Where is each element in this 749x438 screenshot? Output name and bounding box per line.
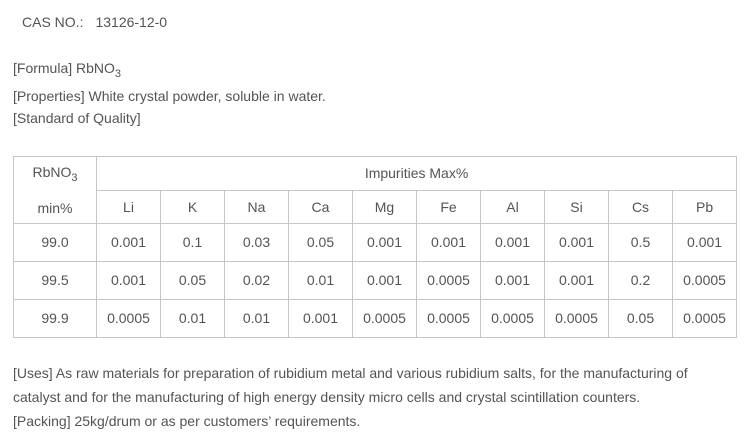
column-header-al: Al bbox=[481, 190, 545, 223]
product-info-block bbox=[13, 57, 737, 129]
value-cell: 0.001 bbox=[673, 223, 737, 261]
product-name-subscript: 3 bbox=[71, 171, 78, 184]
quality-standard-table bbox=[13, 156, 737, 338]
value-cell: 0.1 bbox=[161, 223, 225, 261]
value-cell: 0.5 bbox=[609, 223, 673, 261]
purity-cell: 99.5 bbox=[14, 261, 97, 299]
column-header-ca: Ca bbox=[289, 190, 353, 223]
uses-line-1: [Uses] As raw materials for preparation of rubidium metal and various rubidium salts, for the manufacturing of bbox=[13, 364, 688, 381]
value-cell: 0.001 bbox=[545, 223, 609, 261]
value-cell: 0.001 bbox=[353, 223, 417, 261]
value-cell: 0.001 bbox=[97, 261, 161, 299]
value-cell: 0.0005 bbox=[673, 299, 737, 337]
value-cell: 0.001 bbox=[353, 261, 417, 299]
column-header-si: Si bbox=[545, 190, 609, 223]
value-cell: 0.0005 bbox=[417, 261, 481, 299]
value-cell: 0.2 bbox=[609, 261, 673, 299]
product-purity-header-cell bbox=[14, 156, 97, 223]
value-cell: 0.05 bbox=[161, 261, 225, 299]
product-min-percent-label: min% bbox=[37, 199, 73, 216]
value-cell: 0.01 bbox=[289, 261, 353, 299]
value-cell: 0.05 bbox=[609, 299, 673, 337]
properties-line: [Properties] White crystal powder, soluble in water. bbox=[13, 87, 326, 104]
column-header-k: K bbox=[161, 190, 225, 223]
column-header-na: Na bbox=[225, 190, 289, 223]
formula-subscript: 3 bbox=[114, 67, 122, 80]
value-cell: 0.03 bbox=[225, 223, 289, 261]
value-cell: 0.0005 bbox=[97, 299, 161, 337]
uses-paragraph bbox=[13, 361, 737, 409]
table-row bbox=[14, 261, 737, 299]
column-header-fe: Fe bbox=[417, 190, 481, 223]
formula-value: RbNO$_3$ bbox=[76, 60, 122, 80]
value-cell: 0.001 bbox=[481, 223, 545, 261]
standard-of-quality-heading: [Standard of Quality] bbox=[13, 109, 141, 126]
purity-cell: 99.9 bbox=[14, 299, 97, 337]
value-cell: 0.0005 bbox=[353, 299, 417, 337]
value-cell: 0.0005 bbox=[417, 299, 481, 337]
uses-line-2: catalyst and for the manufacturing of high energy density micro cells and crystal scintillation counters. bbox=[13, 388, 641, 405]
value-cell: 0.05 bbox=[289, 223, 353, 261]
cas-label: CAS NO.: bbox=[22, 14, 84, 30]
value-cell: 0.0005 bbox=[545, 299, 609, 337]
value-cell: 0.001 bbox=[481, 261, 545, 299]
packing-line: [Packing] 25kg/drum or as per customers’ requirements. bbox=[13, 412, 361, 429]
value-cell: 0.001 bbox=[97, 223, 161, 261]
cas-number-line bbox=[22, 12, 737, 32]
table-row bbox=[14, 223, 737, 261]
value-cell: 0.01 bbox=[161, 299, 225, 337]
column-header-cs: Cs bbox=[609, 190, 673, 223]
value-cell: 0.001 bbox=[545, 261, 609, 299]
value-cell: 0.0005 bbox=[673, 261, 737, 299]
table-header-group-row bbox=[14, 156, 737, 190]
purity-cell: 99.0 bbox=[14, 223, 97, 261]
value-cell: 0.001 bbox=[417, 223, 481, 261]
value-cell: 0.0005 bbox=[481, 299, 545, 337]
column-header-li: Li bbox=[97, 190, 161, 223]
value-cell: 0.001 bbox=[289, 299, 353, 337]
column-header-pb: Pb bbox=[673, 190, 737, 223]
table-row bbox=[14, 299, 737, 337]
value-cell: 0.01 bbox=[225, 299, 289, 337]
formula-label: [Formula] bbox=[13, 60, 73, 76]
cas-value: 13126-12-0 bbox=[95, 14, 168, 30]
formula-line bbox=[13, 57, 737, 85]
table-header-element-row bbox=[14, 190, 737, 223]
column-header-mg: Mg bbox=[353, 190, 417, 223]
product-name: RbNO$_3$ bbox=[32, 163, 78, 184]
value-cell: 0.02 bbox=[225, 261, 289, 299]
impurities-header-cell: Impurities Max% bbox=[97, 156, 737, 190]
